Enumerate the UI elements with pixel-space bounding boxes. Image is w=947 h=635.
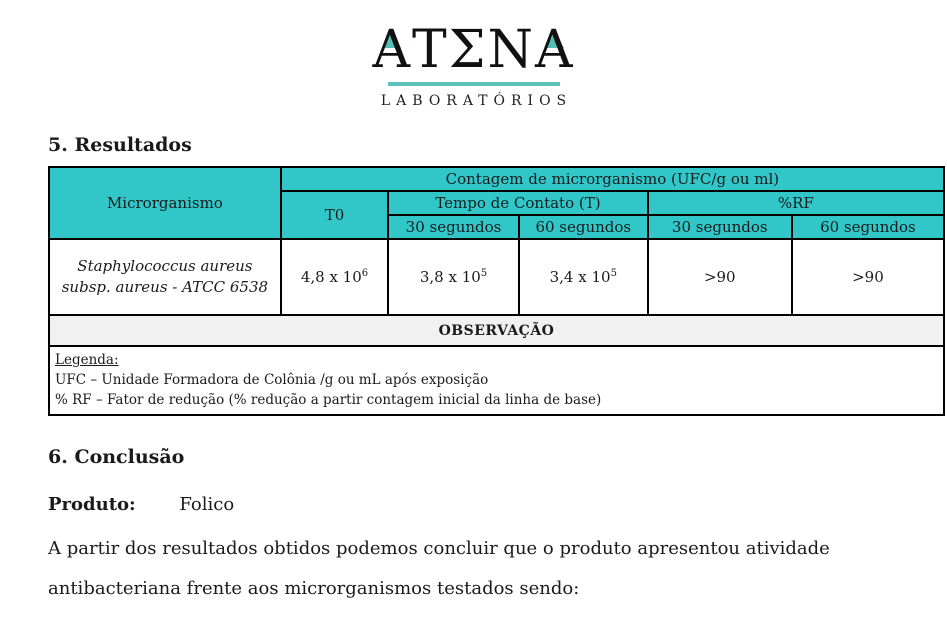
header-contagem: Contagem de microrganismo (UFC/g ou ml) bbox=[281, 167, 944, 191]
t0-exponent: 6 bbox=[361, 268, 369, 279]
c30-base: 3,8 x 10 bbox=[419, 268, 481, 286]
header-rf: %RF bbox=[648, 191, 944, 215]
header-60s-rf: 60 segundos bbox=[792, 215, 944, 239]
product-label: Produto: bbox=[48, 494, 136, 515]
table-row bbox=[49, 239, 944, 315]
t0-base: 4,8 x 10 bbox=[300, 268, 362, 286]
logo-divider-rule bbox=[388, 82, 560, 86]
observacao-row: OBSERVAÇÃO bbox=[49, 315, 944, 346]
logo-letter-a-right: A bbox=[534, 20, 575, 80]
header-60s-contato: 60 segundos bbox=[519, 215, 648, 239]
c60-base: 3,4 x 10 bbox=[549, 268, 611, 286]
conclusao-section-heading: 6. Conclusão bbox=[48, 446, 185, 468]
results-table bbox=[48, 166, 945, 416]
cell-30s-contato-value bbox=[388, 239, 519, 315]
c30-exponent: 5 bbox=[480, 268, 488, 279]
logo-subtitle: LABORATÓRIOS bbox=[380, 93, 573, 109]
product-line bbox=[48, 494, 947, 515]
product-value: Folico bbox=[179, 494, 235, 515]
logo-letter-a-left: A bbox=[372, 20, 413, 80]
cell-t0-value bbox=[281, 239, 388, 315]
legend-title: Legenda: bbox=[55, 352, 119, 368]
cell-rf-60s-value: >90 bbox=[792, 239, 944, 315]
legend-cell bbox=[49, 346, 944, 415]
legend-line-rf: % RF – Fator de redução (% redução a partir contagem inicial da linha de base) bbox=[55, 392, 602, 408]
c60-exponent: 5 bbox=[610, 268, 617, 279]
header-30s-contato: 30 segundos bbox=[388, 215, 519, 239]
header-30s-rf: 30 segundos bbox=[648, 215, 792, 239]
conclusion-paragraph: A partir dos resultados obtidos podemos concluir que o produto apresentou atividade antibacteriana frente aos microrganismos testados sendo: bbox=[48, 538, 830, 599]
logo-letters-mid: TΣN bbox=[412, 20, 535, 80]
header-tempo-contato: Tempo de Contato (T) bbox=[388, 191, 648, 215]
company-logo bbox=[0, 0, 947, 109]
cell-60s-contato-value bbox=[519, 239, 648, 315]
legend-line-ufc: UFC – Unidade Formadora de Colônia /g ou mL após exposição bbox=[55, 372, 489, 388]
header-t0: T0 bbox=[281, 191, 388, 239]
header-microrganismo: Microrganismo bbox=[49, 167, 281, 239]
resultados-section-heading: 5. Resultados bbox=[48, 134, 192, 156]
logo-brand-text bbox=[372, 22, 574, 78]
cell-organism: Staphylococcus aureus subsp. aureus - ATCC 6538 bbox=[49, 239, 281, 315]
cell-rf-30s-value: >90 bbox=[648, 239, 792, 315]
